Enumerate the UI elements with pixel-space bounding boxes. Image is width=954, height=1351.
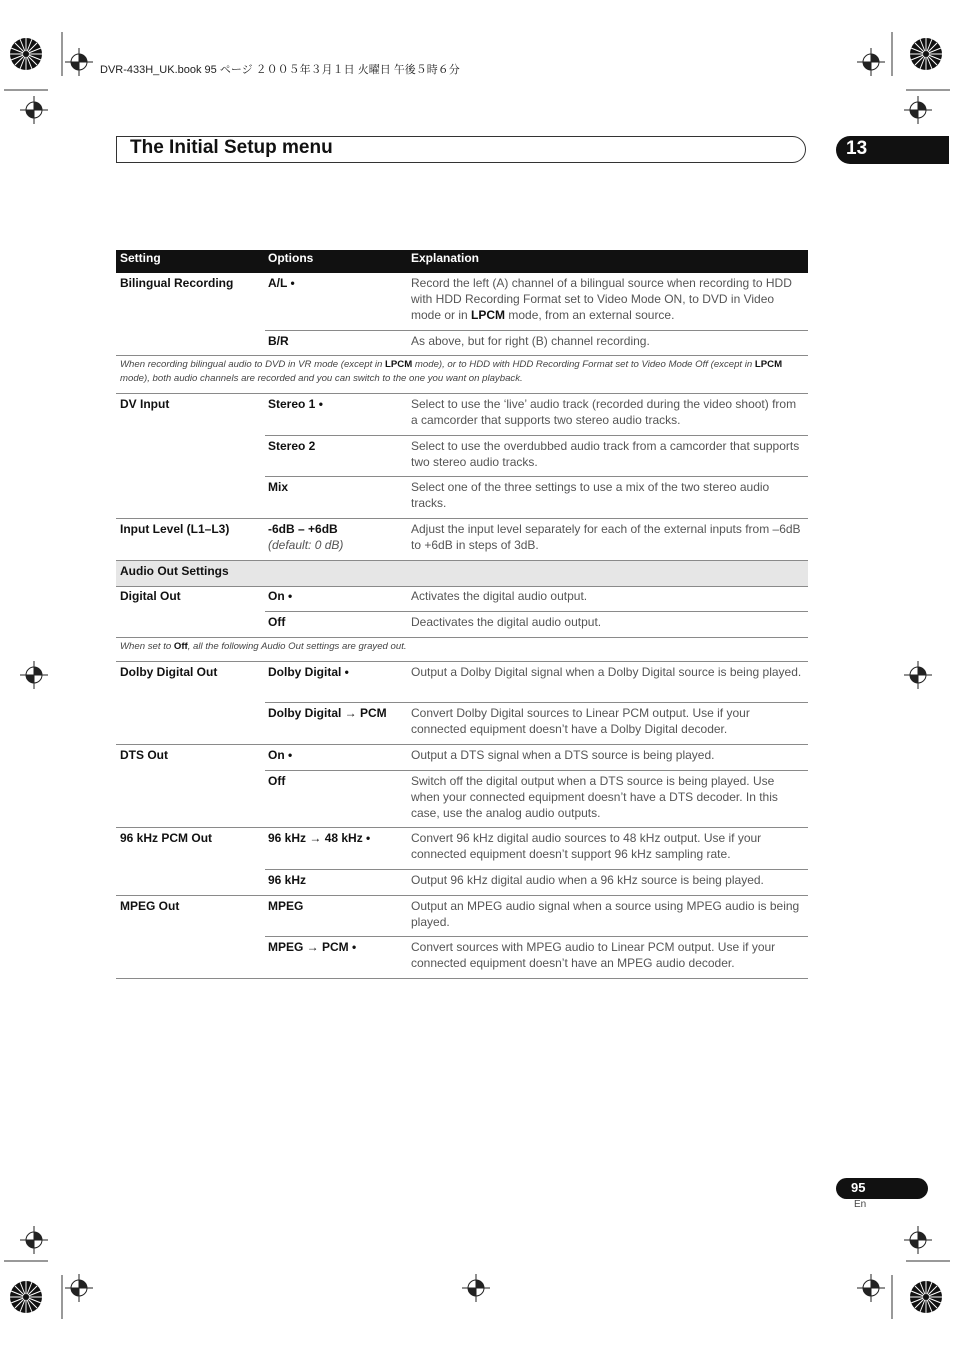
- row-divider: [116, 744, 808, 745]
- header-setting: Setting: [120, 251, 161, 265]
- row-divider: [116, 393, 808, 394]
- option-label: On •: [268, 748, 293, 762]
- setting-label: DV Input: [120, 397, 170, 411]
- explanation-text: Output 96 kHz digital audio when a 96 kHz source is being played.: [411, 873, 764, 887]
- explanation-text: Convert Dolby Digital sources to Linear PCM output. Use if your connected equipment doesn’t have a Dolby Digital decoder.: [411, 706, 750, 736]
- option-label: 96 kHz: [268, 873, 307, 887]
- explanation-text: Output a Dolby Digital signal when a Dolby Digital source is being played.: [411, 665, 802, 679]
- row-divider: [265, 936, 808, 937]
- setting-label: 96 kHz PCM Out: [120, 831, 213, 845]
- chapter-number: 13: [846, 138, 868, 159]
- setting-label: Digital Out: [120, 589, 181, 603]
- option-label: -6dB – +6dB: [268, 522, 338, 536]
- explanation-text: Select one of the three settings to use a mix of the two stereo audio tracks.: [411, 480, 770, 510]
- setting-label: Bilingual Recording: [120, 276, 234, 290]
- explanation-text: Select to use the overdubbed audio track from a camcorder that supports two stereo audio tracks.: [411, 439, 800, 469]
- page-title: The Initial Setup menu: [130, 137, 333, 158]
- header-options: Options: [268, 251, 314, 265]
- explanation-text: Output an MPEG audio signal when a source using MPEG audio is being played.: [411, 899, 800, 929]
- option-label: MPEG → PCM •: [268, 940, 357, 954]
- sunburst-mark-bottom-left: [10, 1281, 42, 1313]
- option-label: Stereo 2: [268, 439, 316, 453]
- note-bilingual: When recording bilingual audio to DVD in VR mode (except in LPCM mode), or to HDD with HDD Recording Format set to Video Mode Off (except in LPCM mode), both audio channels are recorded and you can switch to the one you want on playback.: [120, 359, 783, 384]
- row-divider: [265, 476, 808, 477]
- row-divider: [116, 895, 808, 896]
- row-divider: [265, 611, 808, 612]
- sunburst-mark-top-left: [10, 38, 42, 70]
- option-default: (default: 0 dB): [268, 538, 344, 552]
- page-language: En: [854, 1199, 867, 1210]
- option-label: Mix: [268, 480, 289, 494]
- option-label: Stereo 1 •: [268, 397, 323, 411]
- explanation-text: Output a DTS signal when a DTS source is being played.: [411, 748, 715, 762]
- setting-label: Dolby Digital Out: [120, 665, 218, 679]
- header-explanation: Explanation: [411, 251, 480, 265]
- setting-label: Input Level (L1–L3): [120, 522, 230, 536]
- option-label: Off: [268, 615, 286, 629]
- option-label: Dolby Digital → PCM: [268, 706, 387, 720]
- print-header: DVR-433H_UK.book 95 ページ ２００５年３月１日 火曜日 午後５時６分: [100, 64, 460, 76]
- row-divider: [265, 702, 808, 703]
- explanation-text: Convert sources with MPEG audio to Linear PCM output. Use if your connected equipment doesn’t have an MPEG audio decoder.: [411, 940, 776, 970]
- setting-label: DTS Out: [120, 748, 168, 762]
- row-divider: [116, 518, 808, 519]
- option-label: Off: [268, 774, 286, 788]
- page-number-tab: [836, 1178, 928, 1199]
- row-divider: [116, 586, 808, 587]
- row-divider: [116, 978, 808, 979]
- sunburst-mark-top-right: [910, 38, 942, 70]
- explanation-text: Adjust the input level separately for each of the external inputs from –6dB to +6dB in steps of 3dB.: [411, 522, 801, 552]
- explanation-text: Convert 96 kHz digital audio sources to 48 kHz output. Use if your connected equipment doesn’t support 96 kHz sampling rate.: [411, 831, 762, 861]
- sunburst-mark-bottom-right: [910, 1281, 942, 1313]
- explanation-text: Activates the digital audio output.: [411, 589, 588, 603]
- note-digital-out: When set to Off, all the following Audio Out settings are grayed out.: [120, 641, 407, 652]
- explanation-text: Record the left (A) channel of a bilingual source when recording to HDD with HDD Recording Format set to Video Mode ON, to DVD in Video mode or in LPCM mode, from an external source.: [411, 276, 792, 322]
- explanation-text: Select to use the ‘live’ audio track (recorded during the video shoot) from a camcorder that supports two stereo audio tracks.: [411, 397, 797, 427]
- explanation-text: Deactivates the digital audio output.: [411, 615, 602, 629]
- option-label: B/R: [268, 334, 289, 348]
- option-label: Dolby Digital •: [268, 665, 349, 679]
- section-heading-audio-out: Audio Out Settings: [120, 564, 229, 578]
- row-divider: [116, 637, 808, 638]
- row-divider: [116, 661, 808, 662]
- option-label: On •: [268, 589, 293, 603]
- explanation-text: Switch off the digital output when a DTS source is being played. Use when your connected equipment doesn’t have a DTS decoder. In this case, use the analog audio outputs.: [411, 774, 778, 820]
- page-number: 95: [851, 1180, 866, 1195]
- row-divider: [265, 869, 808, 870]
- explanation-text: As above, but for right (B) channel recording.: [411, 334, 650, 348]
- row-divider: [265, 435, 808, 436]
- option-label: 96 kHz → 48 kHz •: [268, 831, 371, 845]
- option-label: MPEG: [268, 899, 304, 913]
- row-divider: [265, 770, 808, 771]
- row-divider: [116, 355, 808, 356]
- setting-label: MPEG Out: [120, 899, 180, 913]
- row-divider: [265, 330, 808, 331]
- row-divider: [116, 827, 808, 828]
- option-label: A/L •: [268, 276, 295, 290]
